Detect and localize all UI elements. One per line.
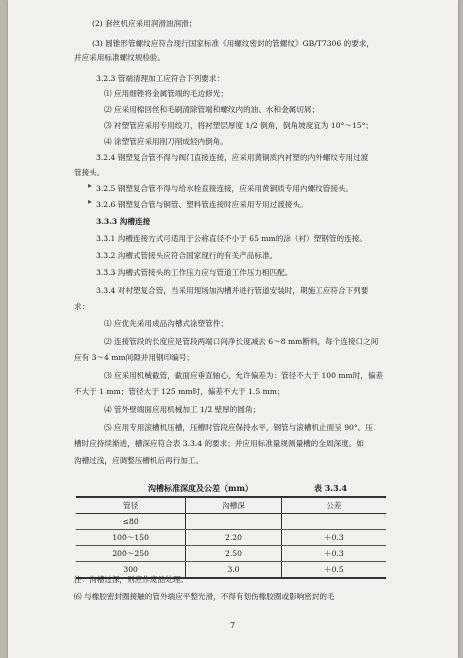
table-cell: 200～250 bbox=[76, 546, 186, 562]
page-number: 7 bbox=[230, 621, 236, 630]
table-caption: 沟槽标准深度及公差（mm） bbox=[148, 483, 253, 493]
text-line: 3.3.4 对衬塑复合管，当采用现场加沟槽并进行管道安装时，期施工应符合下列要 bbox=[96, 286, 369, 295]
text-line: 3.2.3 管端清理加工应符合下列要求： bbox=[96, 74, 225, 83]
column-header: 沟槽深 bbox=[186, 497, 281, 514]
text-line: 沟槽过浅，应调整压槽机后再行加工。 bbox=[74, 456, 204, 465]
text-line: ⑹ 与橡胶密封圈接触的管外端应平整光滑，不得有划伤橡胶圈或影响密封的毛 bbox=[74, 592, 335, 601]
document-page bbox=[8, 0, 458, 658]
table-note: 注：沟槽过深，则应作废品处理。 bbox=[74, 575, 188, 584]
text-line: ⑶ 应采用机械截管，截面应垂直轴心，允许偏差为：管径不大于 100 mm时，偏差 bbox=[104, 371, 384, 380]
table-number: 表 3.3.4 bbox=[314, 483, 348, 493]
text-line: 3.2.5 钢塑复合管不得与给水栓直接连接，应采用黄铜质专用内螺纹管接头。 bbox=[96, 184, 354, 193]
column-header: 管径 bbox=[76, 497, 186, 514]
table-cell: ≤80 bbox=[76, 514, 186, 530]
table-cell: 100～150 bbox=[76, 530, 186, 546]
table-row bbox=[76, 546, 386, 562]
text-line: 求： bbox=[74, 302, 90, 311]
table-cell: 2.50 bbox=[186, 546, 281, 562]
table-cell: 300 bbox=[76, 562, 186, 579]
table-cell bbox=[281, 514, 386, 530]
groove-depth-table bbox=[76, 496, 386, 579]
margin-mark: ▸ bbox=[88, 181, 93, 190]
text-line: ⑵ 连接管段的长度应是管段两端口间净长度减去 6～8 mm断料，每个连接口之间 bbox=[104, 337, 379, 346]
text-line: 管接头。 bbox=[74, 168, 105, 177]
table-cell: ＋0.3 bbox=[281, 546, 386, 562]
text-line: ⑷ 涂塑管应采用削刀削成轻内倒角。 bbox=[104, 137, 228, 146]
text-line: ⑷ 管外壁端面应用机械加工 1/2 壁厚的圆角； bbox=[104, 405, 261, 414]
text-line: ⑵ 应采用棉回丝和毛刷清除管端和螺纹内的油、水和金属切屑； bbox=[104, 105, 320, 114]
text-line: 3.2.4 钢塑复合管不得与阀门直接连接，应采用黄铜质内衬塑的内外螺纹专用过渡 bbox=[96, 153, 369, 162]
text-line: (2) 套丝机应采用润滑油润滑； bbox=[92, 19, 197, 28]
section-heading: 3.3.3 沟槽连接 bbox=[96, 217, 151, 226]
text-line: 并应采用标准螺纹规检验。 bbox=[74, 53, 166, 62]
text-line: 3.3.2 沟槽式管接头应符合国家现行的有关产品标准。 bbox=[96, 251, 278, 260]
text-line: 3.2.6 钢塑复合管与铜管、塑料管连接时应采用专用过渡接头。 bbox=[96, 200, 308, 209]
table-cell: 3.0 bbox=[186, 562, 281, 579]
table-row bbox=[76, 514, 386, 530]
text-line: 槽时应持续渐进，槽深应符合表 3.3.4 的要求；并应用标准量规测量槽的全周深度。如 bbox=[74, 439, 364, 448]
text-line: 3.3.3 沟槽式管接头的工作压力应与管道工作压力相匹配。 bbox=[96, 268, 293, 277]
text-line: (3) 圆锥形管螺纹应符合现行国家标准《用螺纹密封的管螺纹》GB/T7306 的要求， bbox=[92, 39, 374, 48]
table-cell: ＋0.3 bbox=[281, 530, 386, 546]
text-line: 不大于 1 mm；管径大于 125 mm时，偏差不大于 1.5 mm； bbox=[74, 387, 285, 396]
text-line: 3.3.1 沟槽连接方式可适用于公称直径不小于 65 mm的涂（衬）塑钢管的连接。 bbox=[96, 234, 367, 243]
text-line: ⑸ 应用专用滚槽机压槽，压槽时管段应保持水平，钢管与滚槽机止面呈 90°。压 bbox=[104, 423, 373, 432]
text-line: ⑴ 应优先采用成品沟槽式涂塑管件； bbox=[104, 319, 228, 328]
table-title bbox=[8, 483, 458, 495]
column-header: 公差 bbox=[281, 497, 386, 514]
text-line: ⑴ 应用细锉将金属管端的毛边修光； bbox=[104, 89, 228, 98]
table-row bbox=[76, 530, 386, 546]
table-cell: 2.20 bbox=[186, 530, 281, 546]
text-line: ⑶ 衬塑管应采用专用绞刀，将衬塑层厚度 1/2 倒角，倒角坡度宜为 10°～15°； bbox=[104, 121, 374, 130]
table-cell: ＋0.5 bbox=[281, 562, 386, 579]
margin-mark: ▸ bbox=[88, 197, 93, 206]
table-cell bbox=[186, 514, 281, 530]
table-header-row bbox=[76, 497, 386, 514]
text-line: 应有 3～4 mm间隙并用钢印编号； bbox=[74, 353, 195, 362]
